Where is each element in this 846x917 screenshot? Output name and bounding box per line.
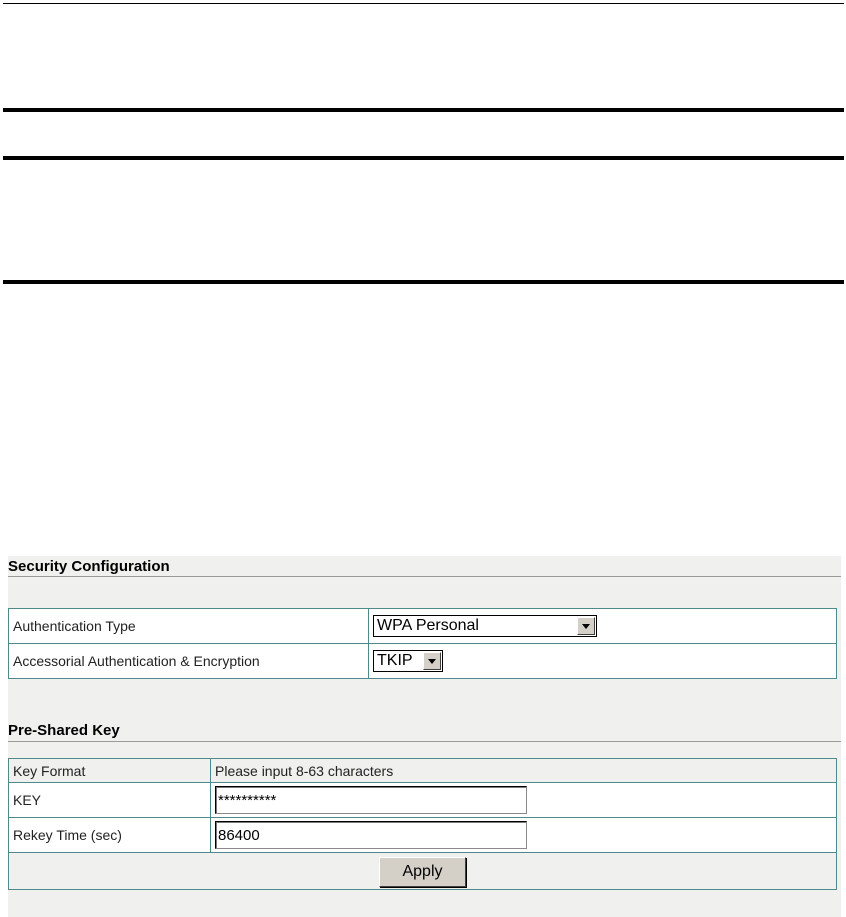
rekey-time-cell (211, 818, 837, 853)
encryption-cell (369, 644, 837, 679)
pre-shared-key-title: Pre-Shared Key (8, 722, 120, 739)
table-row (9, 853, 837, 890)
apply-cell (9, 853, 837, 890)
authentication-type-cell (369, 609, 837, 644)
key-input[interactable] (215, 786, 527, 814)
section-divider (8, 741, 841, 742)
security-settings-table (8, 608, 837, 679)
chevron-down-icon[interactable] (423, 652, 441, 670)
security-configuration-title: Security Configuration (8, 558, 170, 575)
authentication-type-label: Authentication Type (9, 609, 369, 644)
security-configuration-panel (8, 556, 841, 917)
encryption-select[interactable] (373, 650, 443, 672)
rekey-time-input[interactable] (215, 821, 527, 849)
rekey-time-label: Rekey Time (sec) (9, 818, 211, 853)
key-format-label: Key Format (9, 759, 211, 783)
divider-rule (3, 280, 844, 284)
table-row (9, 609, 837, 644)
pre-shared-key-table (8, 758, 837, 890)
top-rule (3, 3, 844, 4)
section-divider (8, 576, 841, 577)
encryption-label: Accessorial Authentication & Encryption (9, 644, 369, 679)
encryption-value: TKIP (377, 652, 413, 669)
divider-rule (3, 108, 844, 112)
authentication-type-select[interactable] (373, 615, 597, 637)
table-row (9, 644, 837, 679)
table-row (9, 818, 837, 853)
table-row (9, 759, 837, 783)
apply-button[interactable]: Apply (379, 857, 466, 887)
divider-rule (3, 156, 844, 160)
table-row (9, 783, 837, 818)
key-format-hint: Please input 8-63 characters (211, 759, 837, 783)
key-cell (211, 783, 837, 818)
authentication-type-value: WPA Personal (377, 617, 479, 634)
key-label: KEY (9, 783, 211, 818)
chevron-down-icon[interactable] (577, 617, 595, 635)
